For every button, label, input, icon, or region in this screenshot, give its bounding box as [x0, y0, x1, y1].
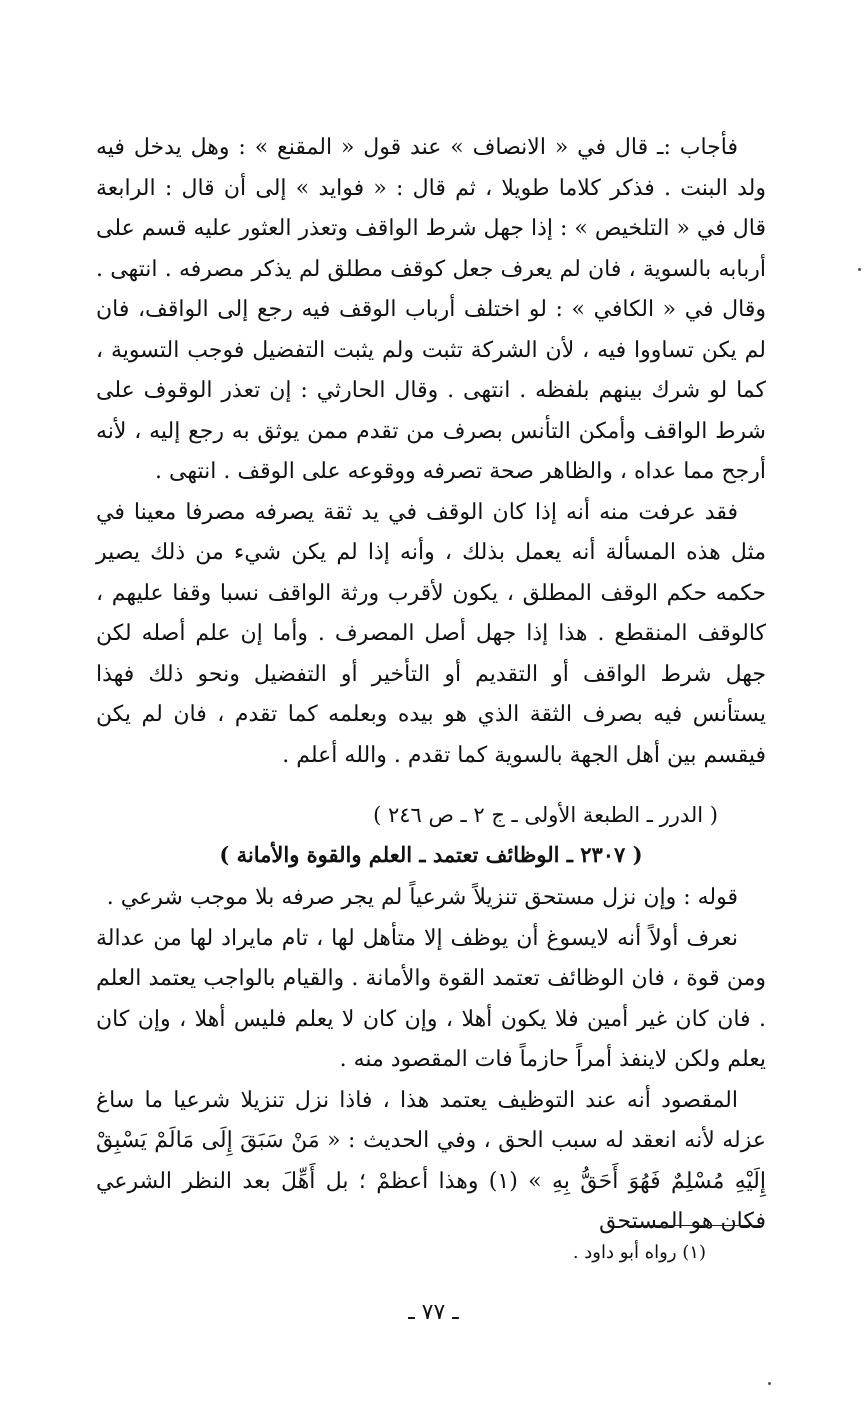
page-number: ـ ٧٧ ـ	[408, 1300, 459, 1325]
paragraph-quote: قوله : وإن نزل مستحق تنزيلاً شرعياً لم يجر صرفه بلا موجب شرعي .	[106, 885, 738, 910]
paragraph-conclusion: فقد عرفت منه أنه إذا كان الوقف في يد ثقة يصرفه مصرفا معينا في مثل هذه المسألة أنه يعمل بذلك ، وأنه إذا لم يكن شيء من ذلك يصير حكمه حكم الوقف المطلق ، يكون لأقرب ورثة الواقف نسبا وقفا عليهم ، كالوقف المنقطع . هذا إذا جهل أصل المصرف . وأما إن علم أصله لكن جهل شرط الواقف أو التقديم أو التأخير أو التفضيل ونحو ذلك فهذا يستأنس فيه بصرف الثقة الذي هو بيده وبعلمه كما تقدم ، فان لم يكن فيقسم بين أهل الجهة بالسوية كما تقدم . والله أعلم .	[96, 499, 766, 768]
paragraph-fatwa-answer: فأجاب :ـ قال في « الانصاف » عند قول « المقنع » : وهل يدخل فيه ولد البنت . فذكر كلاما طويلا ، ثم قال : « فوايد » إلى أن قال : الرابعة قال في « التلخيص » : إذا جهل شرط الواقف وتعذر العثور عليه قسم على أربابه بالسوية ، فان لم يعرف جعل كوقف مطلق لم يذكر مصرفه . انتهى . وقال في « الكافي » : لو اختلف أرباب الوقف فيه رجع إلى الواقف، فان لم يكن تساووا فيه ، لأن الشركة تثبت ولم يثبت التفضيل فوجب التسوية ، كما لو شرك بينهم بلفظه . انتهى . وقال الحارثي : إن تعذر الوقوف على شرط الواقف وأمكن التأنس بصرف من تقدم ممن يوثق به رجع إليه ، لأنه أرجح مما عداه ، والظاهر صحة تصرفه ووقوعه على الوقف . انتهى .	[96, 135, 766, 484]
footnote: (١) رواه أبو داود .	[572, 1242, 706, 1263]
paragraph-hadith: المقصود أنه عند التوظيف يعتمد هذا ، فاذا نزل تنزيلا شرعيا ما ساغ عزله لأنه انعقد له سبب الحق ، وفي الحديث : « مَنْ سَبَقَ إِلَى مَالَمْ يَسْبِقْ إِلَيْهِ مُسْلِمٌ فَهُوَ أَحَقُّ بِهِ » (١) وهذا أعظمْ ؛ بل أَهِّلَ بعد النظر الشرعي فكان هو المستحق	[96, 1087, 766, 1234]
source-reference: ( الدرر ـ الطبعة الأولى ـ ج ٢ ـ ص ٢٤٦ )	[373, 803, 718, 827]
paragraph-explanation: نعرف أولاً أنه لايسوغ أن يوظف إلا متأهل لها ، تام مايراد لها من عدالة ومن قوة ، فان الوظائف تعتمد القوة والأمانة . والقيام بالواجب يعتمد العلم . فان كان غير أمين فلا يكون أهلا ، وإن كان لا يعلم فليس أهلا ، وإن كان يعلم ولكن لاينفذ أمراً حازماً فات المقصود منه .	[96, 925, 766, 1072]
scan-speck	[858, 268, 861, 271]
scan-speck	[768, 1382, 771, 1385]
main-text-block	[96, 128, 766, 776]
second-text-block	[96, 878, 766, 1243]
footnote-divider	[628, 1225, 760, 1226]
section-heading: ( ٢٣٠٧ ـ الوظائف تعتمد ـ العلم والقوة والأمانة )	[219, 842, 643, 867]
